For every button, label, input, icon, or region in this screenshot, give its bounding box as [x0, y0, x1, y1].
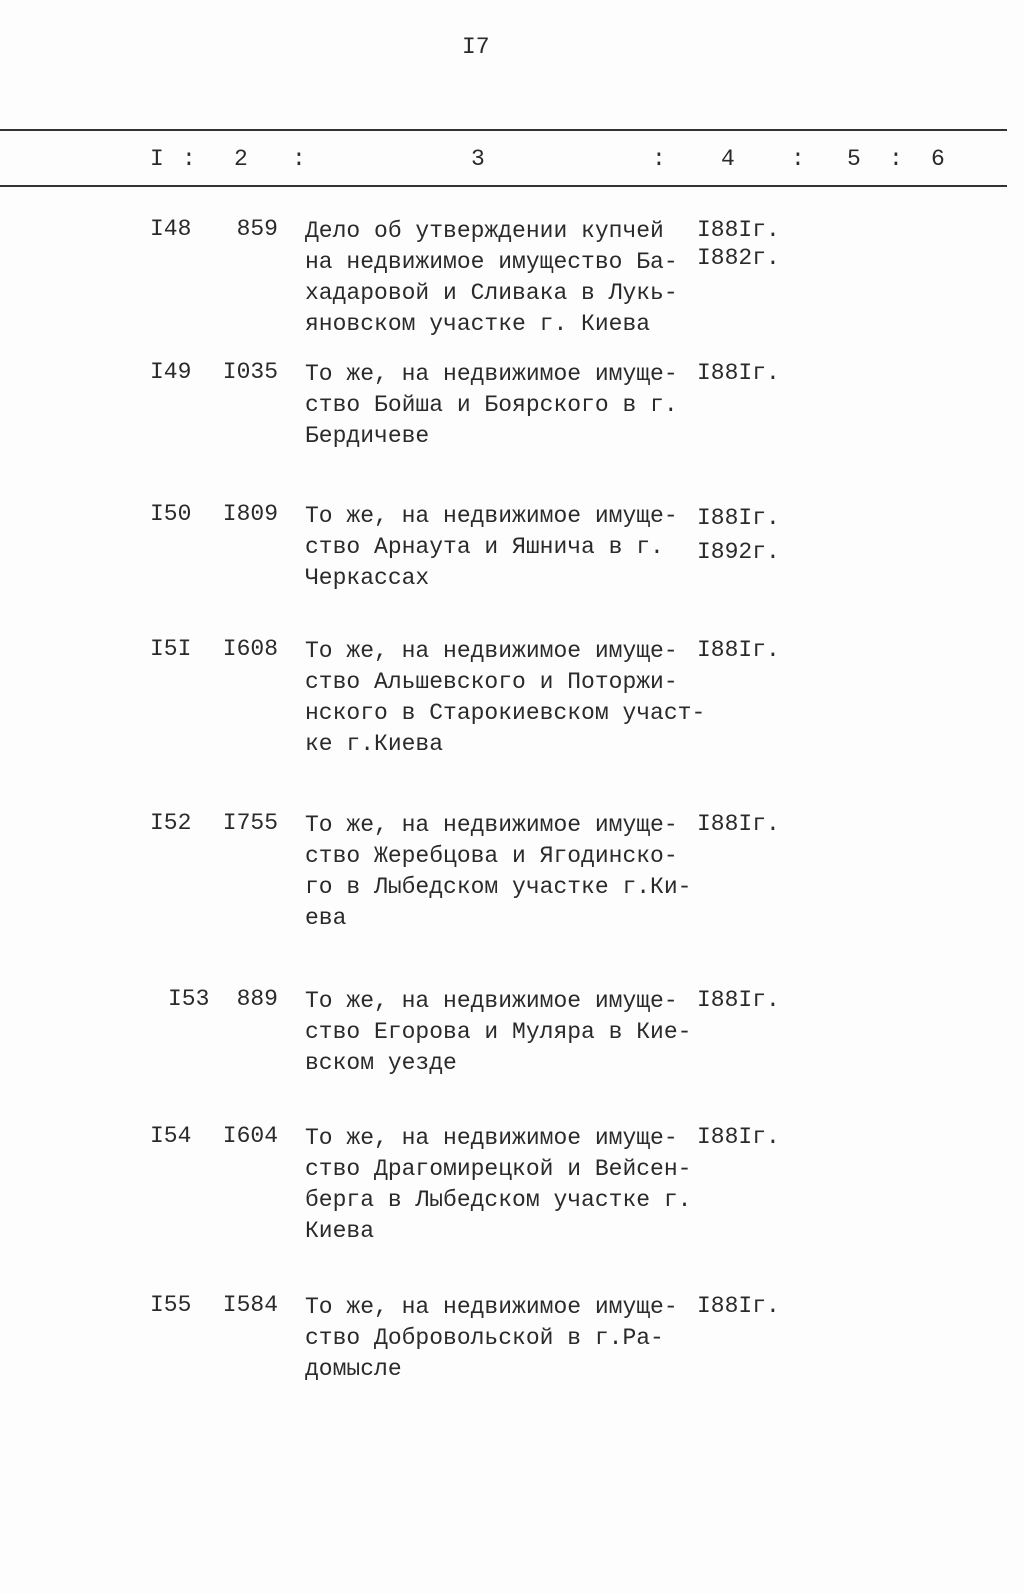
file-number: I604	[222, 1123, 278, 1149]
date: I88Iг.	[697, 360, 780, 386]
item-dates	[697, 216, 780, 272]
date: I88Iг.	[697, 1293, 780, 1319]
description-line: То же, на недвижимое имуще-	[305, 503, 678, 529]
item-description	[305, 810, 691, 934]
description-line: ство Драгомирецкой и Вейсен-	[305, 1156, 692, 1182]
item-number: I48	[150, 216, 192, 242]
item-description	[305, 636, 705, 760]
description-line: хадаровой и Сливака в Лукь-	[305, 280, 678, 306]
column-header-3: 3	[471, 146, 485, 172]
file-number: I584	[222, 1292, 278, 1318]
item-number: I54	[150, 1123, 192, 1149]
description-line: берга в Лыбедском участке г.	[305, 1187, 692, 1213]
item-description	[305, 1292, 678, 1385]
file-number: 859	[236, 216, 278, 242]
file-number: I755	[222, 810, 278, 836]
column-header-4: 4	[721, 146, 735, 172]
description-line: ство Арнаута и Яшнича в г.	[305, 534, 664, 560]
description-line: ство Жеребцова и Ягодинско-	[305, 843, 678, 869]
item-description	[305, 986, 691, 1079]
description-line: яновском участке г. Киева	[305, 311, 651, 337]
description-line: домысле	[305, 1356, 402, 1382]
item-dates	[697, 636, 780, 664]
description-line: Черкассах	[305, 565, 430, 591]
description-line: То же, на недвижимое имуще-	[305, 361, 678, 387]
file-number: I608	[222, 636, 278, 662]
description-line: ство Бойша и Боярского в г.	[305, 392, 678, 418]
column-separator: :	[292, 146, 306, 172]
file-number: I809	[222, 501, 278, 527]
description-line: ство Альшевского и Поторжи-	[305, 669, 678, 695]
item-number: I53	[168, 986, 210, 1012]
column-separator: :	[182, 146, 196, 172]
column-header-5: 5	[847, 146, 861, 172]
header-bottom-rule	[0, 185, 1007, 187]
column-separator: :	[889, 146, 903, 172]
header-top-rule	[0, 129, 1007, 131]
column-header-6: 6	[931, 146, 945, 172]
description-line: Киева	[305, 1218, 375, 1244]
item-description	[305, 1123, 691, 1247]
item-number: I50	[150, 501, 192, 527]
date: I892г.	[697, 539, 780, 565]
item-number: I5I	[150, 636, 192, 662]
description-line: ева	[305, 905, 347, 931]
item-dates	[697, 986, 780, 1014]
date: I88Iг.	[697, 505, 780, 531]
description-line: То же, на недвижимое имуще-	[305, 812, 678, 838]
date: I88Iг.	[697, 637, 780, 663]
item-description	[305, 359, 678, 452]
column-separator: :	[652, 146, 666, 172]
item-dates	[697, 810, 780, 838]
date: I88Iг.	[697, 811, 780, 837]
description-line: Дело об утверждении купчей	[305, 218, 664, 244]
description-line: ке г.Киева	[305, 731, 444, 757]
item-number: I55	[150, 1292, 192, 1318]
item-dates	[697, 1123, 780, 1151]
description-line: го в Лыбедском участке г.Ки-	[305, 874, 692, 900]
description-line: То же, на недвижимое имуще-	[305, 988, 678, 1014]
description-line: на недвижимое имущество Ба-	[305, 249, 678, 275]
description-line: То же, на недвижимое имуще-	[305, 638, 678, 664]
column-header-1: I	[150, 146, 164, 172]
description-line: нского в Старокиевском участ-	[305, 700, 706, 726]
item-number: I52	[150, 810, 192, 836]
description-line: ство Добровольской в г.Ра-	[305, 1325, 664, 1351]
column-header-2: 2	[234, 146, 248, 172]
date: I88Iг.	[697, 217, 780, 243]
file-number: 889	[236, 986, 278, 1012]
item-description	[305, 501, 678, 594]
column-separator: :	[791, 146, 805, 172]
item-dates	[697, 501, 780, 569]
description-line: вском уезде	[305, 1050, 457, 1076]
page-number: I7	[462, 34, 490, 60]
description-line: То же, на недвижимое имуще-	[305, 1125, 678, 1151]
date: I88Iг.	[697, 987, 780, 1013]
item-description	[305, 216, 678, 340]
item-number: I49	[150, 359, 192, 385]
description-line: То же, на недвижимое имуще-	[305, 1294, 678, 1320]
date: I88Iг.	[697, 1124, 780, 1150]
file-number: I035	[222, 359, 278, 385]
description-line: ство Егорова и Муляра в Кие-	[305, 1019, 692, 1045]
item-dates	[697, 359, 780, 387]
date: I882г.	[697, 245, 780, 271]
item-dates	[697, 1292, 780, 1320]
description-line: Бердичеве	[305, 423, 430, 449]
